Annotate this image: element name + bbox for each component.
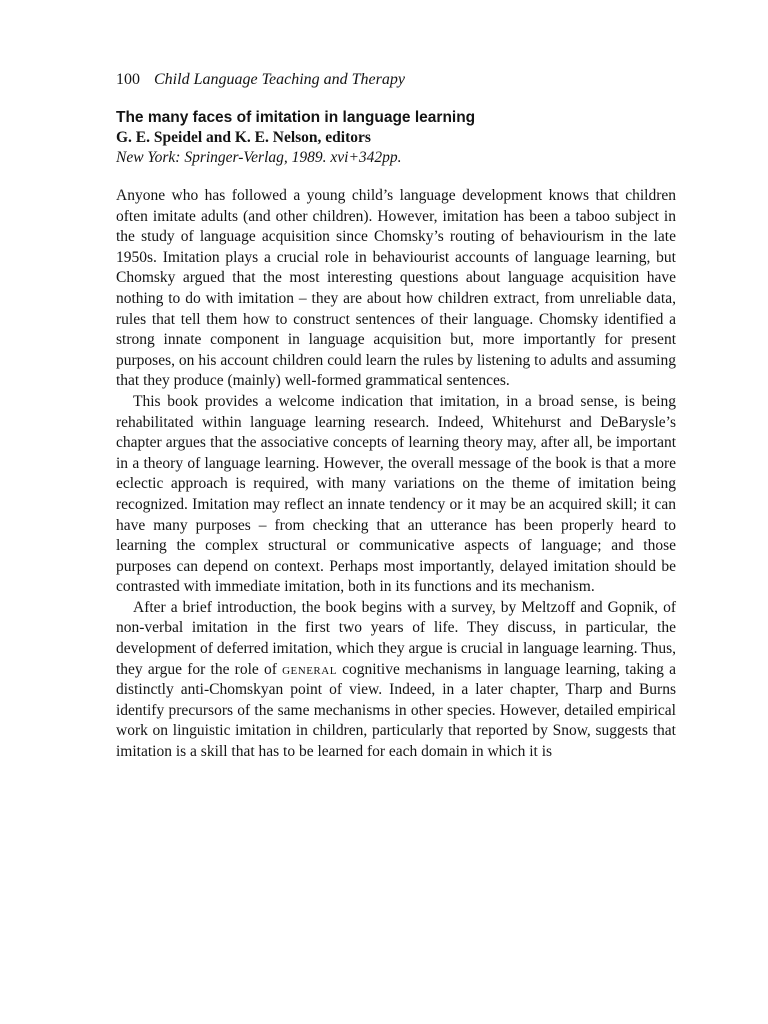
review-book-editors: G. E. Speidel and K. E. Nelson, editors — [116, 129, 371, 146]
body-paragraph-2: This book provides a welcome indication that imitation, in a broad sense, is being rehabilitated within language learning research. Indeed, Whitehurst and DeBarysle’s chapter argues that the associative concepts of learning theory may, after all, be important in a theory of language learning. However, the overall message of the book is that a more eclectic approach is required, with many variations on the theme of imitation being recognized. Imitation may reflect an innate tendency or it may be an acquired skill; it can have many purposes – from checking that an utterance has been properly heard to learning the complex structural or communicative aspects of language; and those purposes can depend on context. Perhaps most importantly, delayed imitation should be contrasted with immediate imitation, both in its functions and its mechanism. — [116, 392, 676, 596]
journal-title: Child Language Teaching and Therapy — [154, 71, 405, 88]
review-body — [116, 186, 676, 763]
review-book-title: The many faces of imitation in language learning — [116, 109, 476, 126]
paragraph-3-text-before: After a brief introduction, the book begins with a survey, by Meltzoff and Gopnik, of non-verbal imitation in the first two years of life. They discuss, in particular, the development of deferred imitation, which they argue is crucial in language learning. Thus, they argue for the role of — [116, 598, 676, 678]
body-paragraph-1: Anyone who has followed a young child’s language development knows that children often imitate adults (and other children). However, imitation has been a taboo subject in the study of language acquisition since Chomsky’s routing of behaviourism in the late 1950s. Imitation plays a crucial role in behaviourist accounts of language learning, but Chomsky argued that the most interesting questions about language acquisition have nothing to do with imitation – they are about how children extract, from unreliable data, rules that tell them how to construct sentences of their language. Chomsky identified a strong innate component in language acquisition but, more importantly for present purposes, on his account children could learn the rules by listening to adults and assuming that they produce (mainly) well-formed grammatical sentences. — [116, 187, 676, 390]
paragraph-3-text-after: cognitive mechanisms in language learning, taking a distinctly anti-Chomskyan point of view. Indeed, in a later chapter, Tharp and Burns identify precursors of the same mechanisms in other species. However, detailed empirical work on linguistic imitation in children, particularly that reported by Snow, suggests that imitation is a skill that has to be learned for each domain in which it is — [116, 660, 676, 761]
page-number: 100 — [116, 71, 140, 88]
running-head — [116, 70, 676, 90]
emphasis-general: general — [282, 660, 337, 678]
body-paragraph-3 — [116, 598, 676, 763]
book-review-page — [116, 70, 676, 763]
review-book-publication: New York: Springer-Verlag, 1989. xvi+342pp. — [116, 149, 402, 166]
